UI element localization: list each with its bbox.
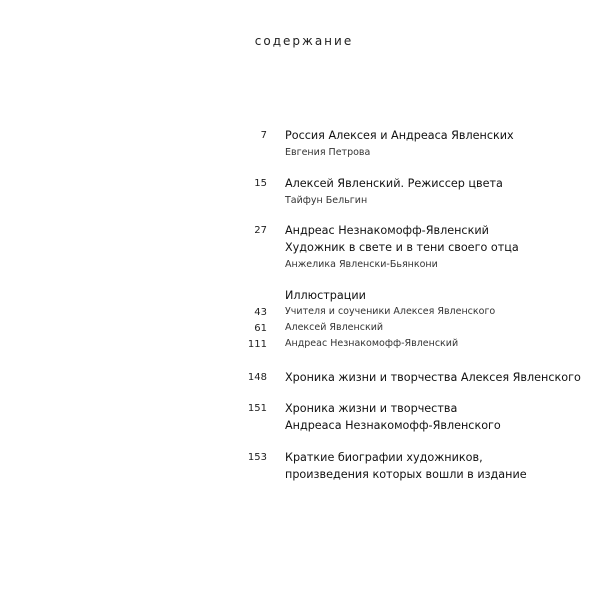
entry-page-number: 148 bbox=[247, 372, 267, 383]
entry-page-number: 151 bbox=[247, 403, 267, 414]
illustrations-page-number: 111 bbox=[247, 339, 267, 350]
entry-title: Россия Алексея и Андреаса Явленских bbox=[285, 129, 514, 142]
illustrations-item: Учителя и соученики Алексея Явленского bbox=[285, 306, 496, 317]
entry-author: Анжелика Явленски-Бьянкони bbox=[285, 259, 438, 270]
illustrations-page-number: 43 bbox=[254, 307, 267, 318]
entry-author: Евгения Петрова bbox=[285, 147, 371, 158]
entry-title: Хроника жизни и творчества Алексея Явленского bbox=[285, 371, 581, 384]
entry-title-line-1: Хроника жизни и творчества bbox=[285, 402, 458, 415]
entry-title-line-1: Андреас Незнакомофф-Явленский bbox=[285, 224, 489, 237]
entry-title-line-1: Краткие биографии художников, bbox=[285, 451, 483, 464]
illustrations-heading: Иллюстрации bbox=[285, 289, 366, 302]
entry-title-line-2: Андреаса Незнакомофф-Явленского bbox=[285, 419, 501, 432]
entry-page-number: 15 bbox=[254, 178, 267, 189]
entry-page-number: 153 bbox=[247, 452, 267, 463]
illustrations-item: Андреас Незнакомофф-Явленский bbox=[285, 338, 459, 349]
entry-page-number: 27 bbox=[254, 225, 267, 236]
entry-author: Тайфун Бельгин bbox=[285, 195, 368, 206]
illustrations-item: Алексей Явленский bbox=[285, 322, 384, 333]
entry-title-line-2: Художник в свете и в тени своего отца bbox=[285, 241, 519, 254]
entry-title: Алексей Явленский. Режиссер цвета bbox=[285, 177, 503, 190]
page-heading: содержание bbox=[254, 34, 354, 48]
entry-page-number: 7 bbox=[260, 130, 267, 141]
illustrations-page-number: 61 bbox=[254, 323, 267, 334]
entry-title-line-2: произведения которых вошли в издание bbox=[285, 468, 527, 481]
